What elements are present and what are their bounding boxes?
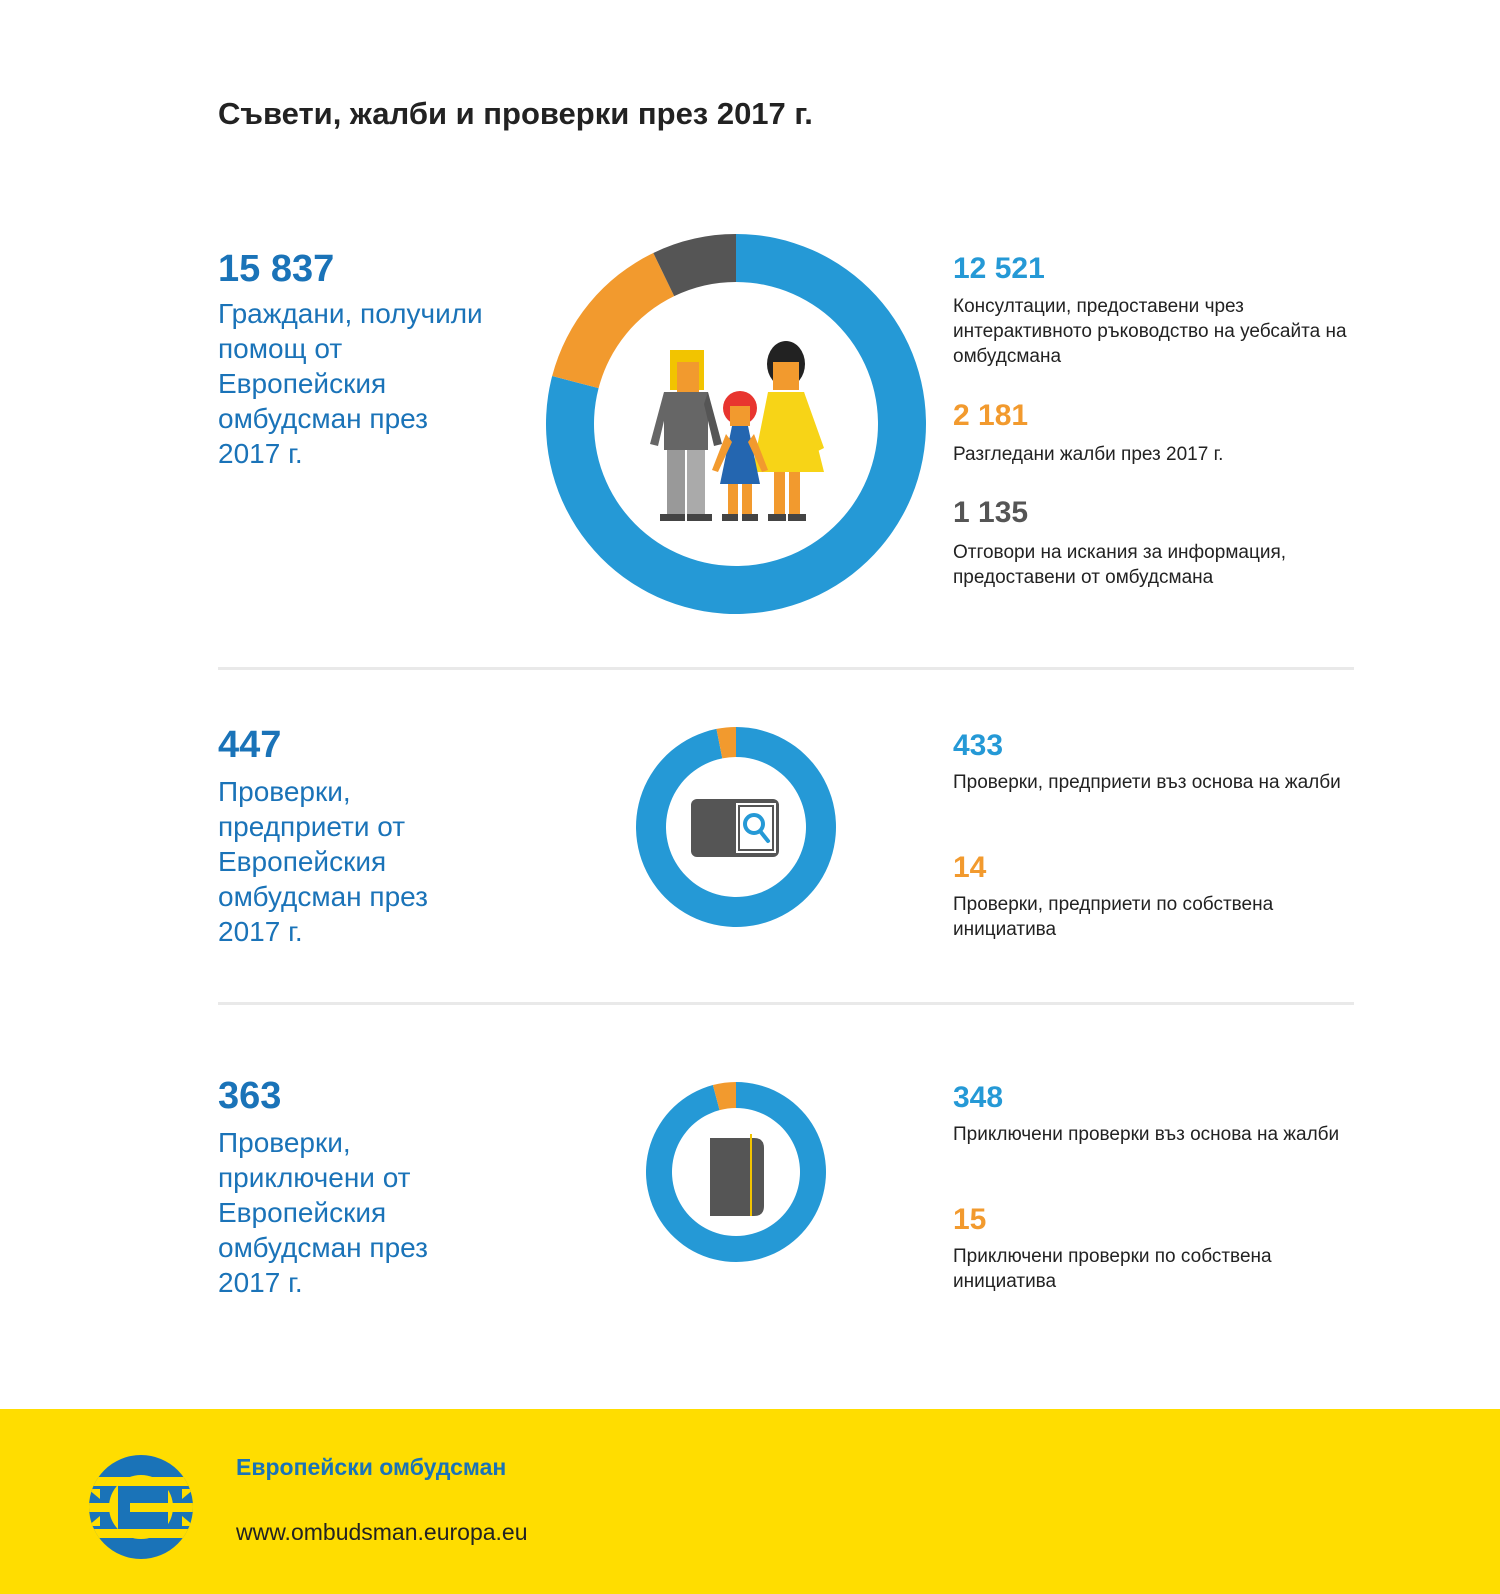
stat-info-requests-label: Отговори на искания за информация, предоставени от омбудсмана: [953, 542, 1287, 588]
stat-closed-own-initiative-label: Приключени проверки по собствена инициатива: [953, 1246, 1272, 1292]
stat-complaints-label: Разгледани жалби през 2017 г.: [953, 444, 1224, 465]
donut-chart-opened-svg: [636, 727, 836, 927]
family-icon: [650, 341, 824, 521]
magnifier-folder-icon: [691, 799, 779, 857]
total-inquiries-closed: 363: [218, 1075, 282, 1117]
total-citizens-helped: 15 837: [218, 248, 335, 290]
donut-slice-0-1: [552, 253, 674, 388]
footer-website-link[interactable]: www.ombudsman.europa.eu: [236, 1519, 528, 1545]
stat-opened-own-initiative-value: 14: [953, 851, 987, 884]
stat-opened-complaints-value: 433: [953, 729, 1004, 762]
stat-opened-own-initiative-label: Проверки, предприети по собствена инициатива: [953, 894, 1274, 940]
donut-chart-opened: [636, 727, 836, 927]
stat-closed-own-initiative-value: 15: [953, 1203, 987, 1236]
stat-closed-complaints-value: 348: [953, 1081, 1004, 1114]
total-inquiries-opened: 447: [218, 724, 282, 766]
page-title: Съвети, жалби и проверки през 2017 г.: [218, 96, 813, 131]
closed-folder-icon: [710, 1134, 764, 1216]
stat-consultations-value: 12 521: [953, 252, 1045, 285]
stat-consultations-label: Консултации, предоставени чрез интерактивното ръководство на уебсайта на омбудсмана: [953, 296, 1347, 367]
footer-background: [0, 1409, 1500, 1594]
section-divider: [218, 1002, 1354, 1005]
donut-chart-closed: [646, 1082, 826, 1262]
section-divider: [218, 667, 1354, 670]
donut-chart-help-svg: [546, 234, 926, 614]
donut-chart-closed-svg: [646, 1082, 826, 1262]
ombudsman-logo-icon: [88, 1454, 194, 1560]
footer-org-name: Европейски омбудсман: [236, 1454, 507, 1480]
stat-closed-complaints-label: Приключени проверки въз основа на жалби: [953, 1124, 1340, 1145]
stat-opened-complaints-label: Проверки, предприети въз основа на жалби: [953, 772, 1341, 793]
total-inquiries-closed-label: Проверки, приключени от Европейския омбудсман през 2017 г.: [218, 1127, 428, 1298]
european-ombudsman-logo: [88, 1454, 194, 1565]
stat-info-requests-value: 1 135: [953, 496, 1029, 529]
footer: [0, 1409, 1500, 1594]
donut-chart-help: [546, 234, 926, 614]
total-inquiries-opened-label: Проверки, предприети от Европейския омбудсман през 2017 г.: [218, 776, 428, 947]
total-citizens-helped-label: Граждани, получили помощ от Европейския омбудсман през 2017 г.: [218, 298, 483, 469]
stat-complaints-value: 2 181: [953, 399, 1029, 432]
